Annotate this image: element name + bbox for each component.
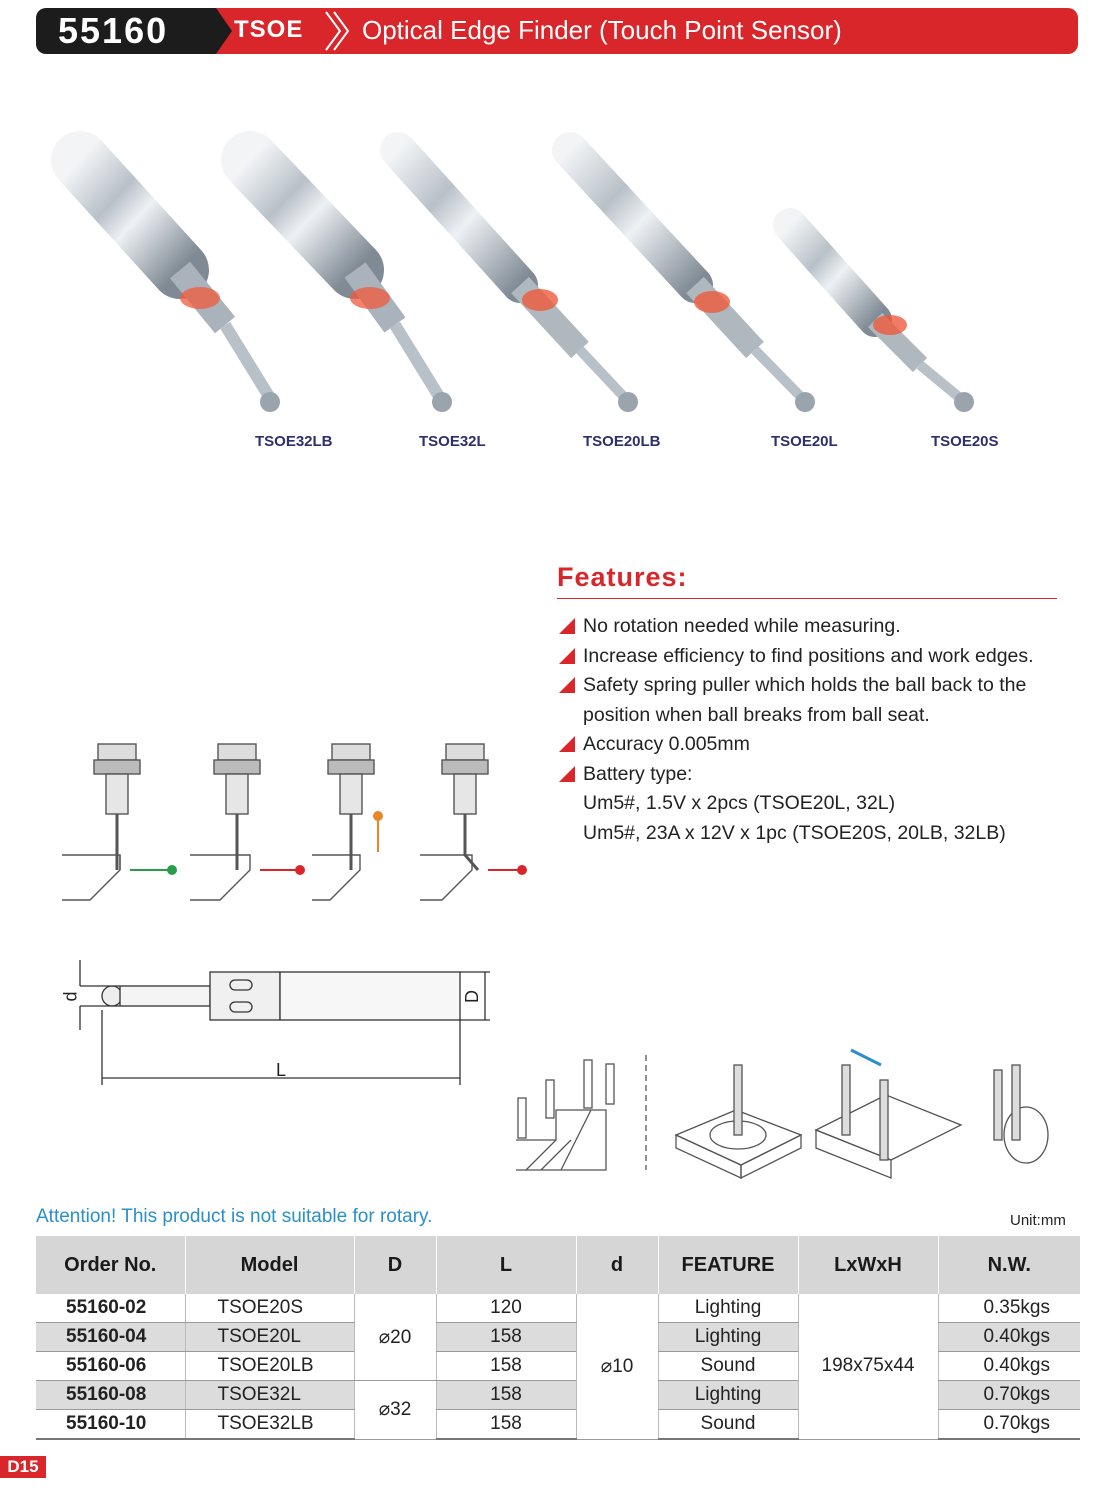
header-divider-icon (318, 8, 358, 54)
dimension-label-D: D (462, 990, 482, 1003)
nw-cell: 0.40kgs (938, 1352, 1080, 1381)
nw-cell: 0.70kgs (938, 1381, 1080, 1410)
attention-notice: Attention! This product is not suitable for rotary. (36, 1206, 433, 1227)
feature-item: No rotation needed while measuring. (557, 612, 1067, 642)
D-cell: ⌀20 (354, 1294, 436, 1381)
feature-cell: Lighting (658, 1294, 798, 1323)
product-label-tsoe20l: TSOE20L (771, 433, 838, 450)
model-cell: TSOE32LB (185, 1410, 354, 1440)
feature-cell: Sound (658, 1410, 798, 1440)
model-cell: TSOE20L (185, 1323, 354, 1352)
header-d: d (576, 1236, 658, 1294)
header-L: L (436, 1236, 576, 1294)
L-cell: 158 (436, 1323, 576, 1352)
header-chevron-icon (196, 8, 236, 54)
unit-label: Unit:mm (1010, 1212, 1066, 1229)
application-edge-distance (816, 1050, 961, 1178)
application-bore-center (676, 1065, 801, 1178)
table-row (36, 1294, 1080, 1323)
triangle-bullet-icon (559, 618, 575, 634)
model-cell: TSOE20LB (185, 1352, 354, 1381)
features-divider (557, 598, 1057, 599)
finder-step-1 (62, 744, 177, 900)
model-cell: TSOE32L (185, 1381, 354, 1410)
features-title: Features: (557, 562, 688, 592)
header-order-no: Order No. (36, 1236, 185, 1294)
L-cell: 158 (436, 1410, 576, 1440)
nw-cell: 0.40kgs (938, 1323, 1080, 1352)
header-lwh: LxWxH (798, 1236, 938, 1294)
triangle-bullet-icon (559, 736, 575, 752)
page-title: Optical Edge Finder (Touch Point Sensor) (362, 15, 842, 45)
order-no-cell: 55160-02 (36, 1294, 185, 1323)
L-cell: 120 (436, 1294, 576, 1323)
lwh-cell: 198x75x44 (798, 1294, 938, 1439)
application-inner-bore (994, 1065, 1048, 1163)
order-no-cell: 55160-06 (36, 1352, 185, 1381)
finder-step-2 (190, 744, 305, 900)
page-number: D15 (0, 1456, 46, 1478)
triangle-bullet-icon (559, 766, 575, 782)
series-code: TSOE (234, 16, 304, 43)
usage-illustration (60, 740, 540, 910)
triangle-bullet-icon (559, 677, 575, 693)
application-step-height (516, 1055, 646, 1170)
feature-cell: Lighting (658, 1381, 798, 1410)
L-cell: 158 (436, 1352, 576, 1381)
feature-item: Safety spring puller which holds the ball back to the position when ball breaks from ball seat. (557, 671, 1067, 730)
d-cell: ⌀10 (576, 1294, 658, 1439)
header-feature: FEATURE (658, 1236, 798, 1294)
spec-table (36, 1236, 1080, 1440)
feature-item: Increase efficiency to find positions and work edges. (557, 642, 1067, 672)
product-label-tsoe32l: TSOE32L (419, 433, 486, 450)
table-header-row (36, 1236, 1080, 1294)
feature-cell: Sound (658, 1352, 798, 1381)
nw-cell: 0.70kgs (938, 1410, 1080, 1440)
header-model: Model (185, 1236, 354, 1294)
order-no-cell: 55160-08 (36, 1381, 185, 1410)
features-list (557, 612, 1067, 848)
application-illustrations (466, 1040, 1056, 1200)
battery-line: Um5#, 1.5V x 2pcs (TSOE20L, 32L) (583, 792, 896, 814)
order-no-cell: 55160-04 (36, 1323, 185, 1352)
order-no-cell: 55160-10 (36, 1410, 185, 1440)
triangle-bullet-icon (559, 648, 575, 664)
D-cell: ⌀32 (354, 1381, 436, 1440)
product-label-tsoe32lb: TSOE32LB (255, 433, 333, 450)
header-D: D (354, 1236, 436, 1294)
finder-step-3 (312, 744, 383, 900)
dimension-label-L: L (276, 1060, 287, 1080)
model-cell: TSOE20S (185, 1294, 354, 1323)
dimension-label-d: d (60, 991, 81, 1002)
feature-item: Accuracy 0.005mm (557, 730, 1067, 760)
nw-cell: 0.35kgs (938, 1294, 1080, 1323)
L-cell: 158 (436, 1381, 576, 1410)
battery-line: Um5#, 23A x 12V x 1pc (TSOE20S, 20LB, 32LB) (583, 821, 1006, 844)
product-label-tsoe20s: TSOE20S (931, 433, 999, 450)
product-label-tsoe20lb: TSOE20LB (583, 433, 661, 450)
header-nw: N.W. (938, 1236, 1080, 1294)
product-images (40, 120, 1050, 430)
catalog-number: 55160 (58, 10, 169, 51)
product-image-tsoe20s (790, 225, 974, 412)
feature-cell: Lighting (658, 1323, 798, 1352)
finder-step-4 (420, 744, 527, 900)
feature-item: Battery type: (557, 760, 1067, 790)
